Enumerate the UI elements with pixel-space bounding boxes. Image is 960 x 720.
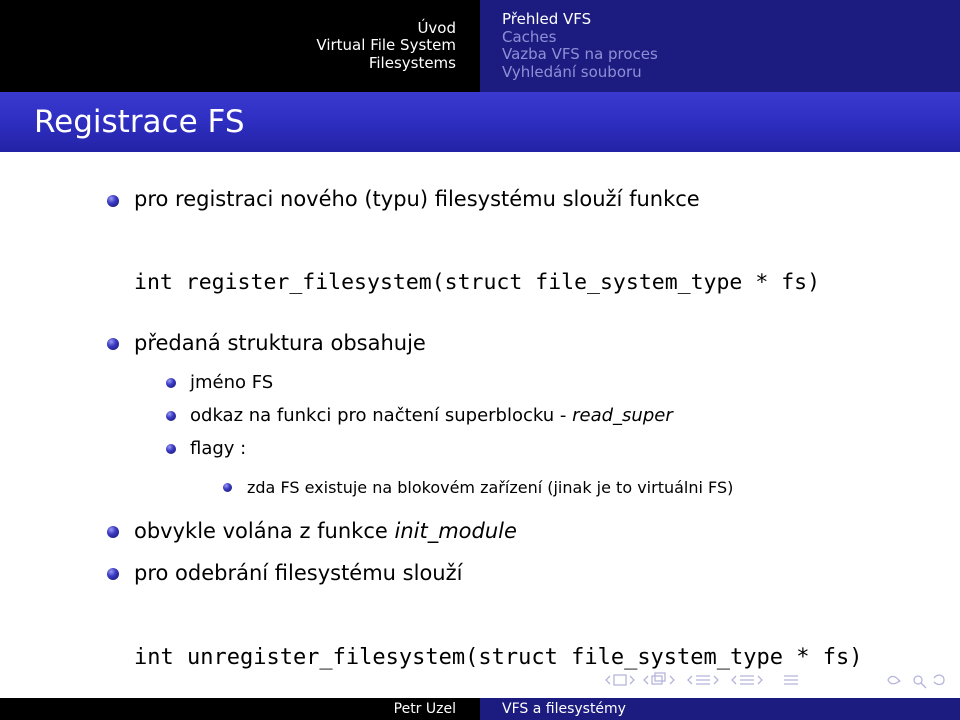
bullet-icon (166, 411, 176, 421)
bullet-icon (107, 195, 119, 207)
sub-sub-bullet-zarizeni: zda FS existuje na blokovém zařízení (jinak je to virtuálni FS) (247, 478, 734, 497)
bullet-text-registrace: pro registraci nového (typu) filesystému slouží funkce (134, 187, 700, 211)
read-super-name: read_super (572, 405, 673, 426)
frame-back-icon[interactable] (606, 675, 634, 685)
nav-subsection-caches[interactable]: Caches (502, 27, 557, 46)
sub-bullet-jmeno: jméno FS (190, 372, 274, 393)
slide-title: Registrace FS (34, 104, 245, 140)
bullet-icon (223, 483, 232, 492)
bullet-icon (107, 338, 119, 350)
appendix-icon[interactable] (784, 676, 798, 684)
search-icon[interactable] (888, 675, 944, 688)
bullet-text-init-module (134, 518, 517, 544)
section-navigation (0, 0, 480, 92)
bullet-text-struktura: předaná struktura obsahuje (134, 331, 426, 355)
bullet-text-init-module-prefix: obvykle volána z funkce (134, 519, 395, 543)
sub-bullet-flagy: flagy : (190, 438, 247, 459)
subsection-back-icon[interactable] (644, 673, 674, 684)
init-module-name: init_module (394, 519, 517, 543)
bullet-text-odebrani: pro odebrání filesystému slouží (134, 561, 463, 585)
subsection-navigation (480, 0, 960, 92)
bullet-icon (166, 444, 176, 454)
nav-section-filesystems[interactable]: Filesystems (368, 53, 456, 72)
bullet-icon (107, 526, 119, 538)
navigation-symbols (600, 670, 952, 690)
footer-title: VFS a filesystémy (480, 698, 960, 720)
nav-subsection-vazba-vfs[interactable]: Vazba VFS na proces (502, 45, 658, 63)
footer-author: Petr Uzel (0, 698, 480, 720)
nav-subsection-vyhledani-souboru[interactable]: Vyhledání souboru (502, 62, 642, 81)
bullet-icon (166, 378, 176, 388)
footer (0, 698, 960, 720)
nav-section-virtual-file-system[interactable]: Virtual File System (316, 36, 456, 55)
sub-bullet-odkaz-text: odkaz na funkci pro načtení superblocku - (190, 405, 573, 426)
header-navigation (0, 0, 960, 92)
presentation-back-icon[interactable] (732, 676, 762, 684)
slide-title-bar (0, 92, 960, 152)
bullet-icon (107, 568, 119, 580)
sub-bullet-odkaz (190, 405, 673, 427)
nav-subsection-prehled-vfs[interactable]: Přehled VFS (502, 10, 592, 28)
nav-section-uvod[interactable]: Úvod (417, 18, 456, 37)
section-back-icon[interactable] (688, 676, 718, 684)
code-register-filesystem: int register_filesystem(struct file_system_type * fs) (134, 270, 821, 295)
code-unregister-filesystem: int unregister_filesystem(struct file_system_type * fs) (134, 645, 863, 670)
